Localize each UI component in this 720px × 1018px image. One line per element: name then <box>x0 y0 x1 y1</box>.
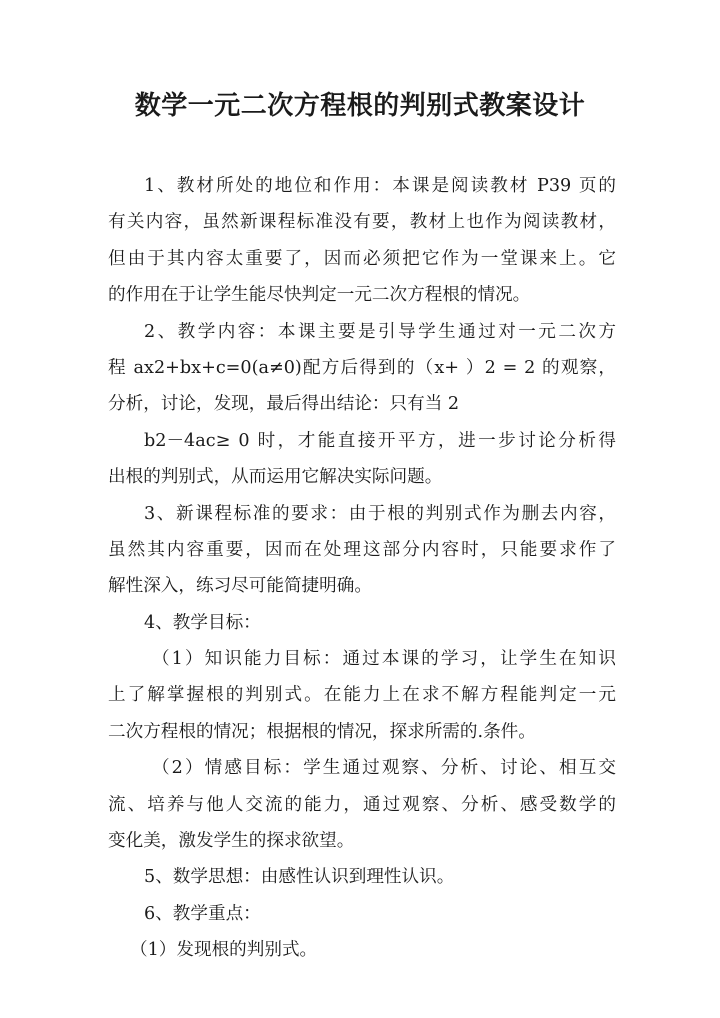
paragraph-line: 上了解掌握根的判别式。在能力上在求不解方程能判定一元 <box>108 685 616 706</box>
paragraph-line: 虽然其内容重要，因而在处理这部分内容时，只能要求作了 <box>108 539 616 560</box>
paragraph-line: 变化美，激发学生的探求欲望。 <box>108 831 355 852</box>
paragraph-line: 出根的判别式，从而运用它解决实际问题。 <box>108 467 443 488</box>
paragraph-line: （2）情感目标：学生通过观察、分析、讨论、相互交 <box>152 758 616 779</box>
paragraph-line: 流、培养与他人交流的能力，通过观察、分析、感受数学的 <box>108 794 616 815</box>
paragraph-line: 有关内容，虽然新课程标准没有要，教材上也作为阅读教材， <box>108 212 616 233</box>
paragraph-line: 解性深入，练习尽可能简捷明确。 <box>108 576 372 597</box>
paragraph-line: 2、教学内容：本课主要是引导学生通过对一元二次方 <box>144 321 616 342</box>
paragraph-line: 程 ax2+bx+c=0(a≠0)配方后得到的（x+ ）2 = 2 的观察， <box>108 357 616 378</box>
paragraph-line: 3、新课程标准的要求：由于根的判别式作为删去内容， <box>144 503 616 524</box>
paragraph-line: b2－4ac≥ 0 时，才能直接开平方，进一步讨论分析得 <box>144 430 616 451</box>
paragraph-line: 二次方程根的情况；根据根的情况，探求所需的.条件。 <box>108 721 536 742</box>
paragraph-line: 但由于其内容太重要了，因而必须把它作为一堂课来上。它 <box>108 248 616 269</box>
paragraph-line: 5、数学思想：由感性认识到理性认识。 <box>144 867 455 888</box>
paragraph-line: 4、教学目标： <box>144 612 261 633</box>
paragraph-line: 6、教学重点： <box>144 903 261 924</box>
paragraph-line: 的作用在于让学生能尽快判定一元二次方程根的情况。 <box>108 285 531 306</box>
paragraph-line: （1）知识能力目标：通过本课的学习，让学生在知识 <box>152 649 616 670</box>
document-body <box>108 168 616 969</box>
paragraph-line: （1）发现根的判别式。 <box>130 940 318 961</box>
paragraph-line: 1、教材所处的地位和作用：本课是阅读教材 P39 页的 <box>144 176 616 196</box>
paragraph-line: 分析，讨论，发现，最后得出结论：只有当 2 <box>108 394 460 415</box>
document-title: 数学一元二次方程根的判别式教案设计 <box>134 91 586 121</box>
